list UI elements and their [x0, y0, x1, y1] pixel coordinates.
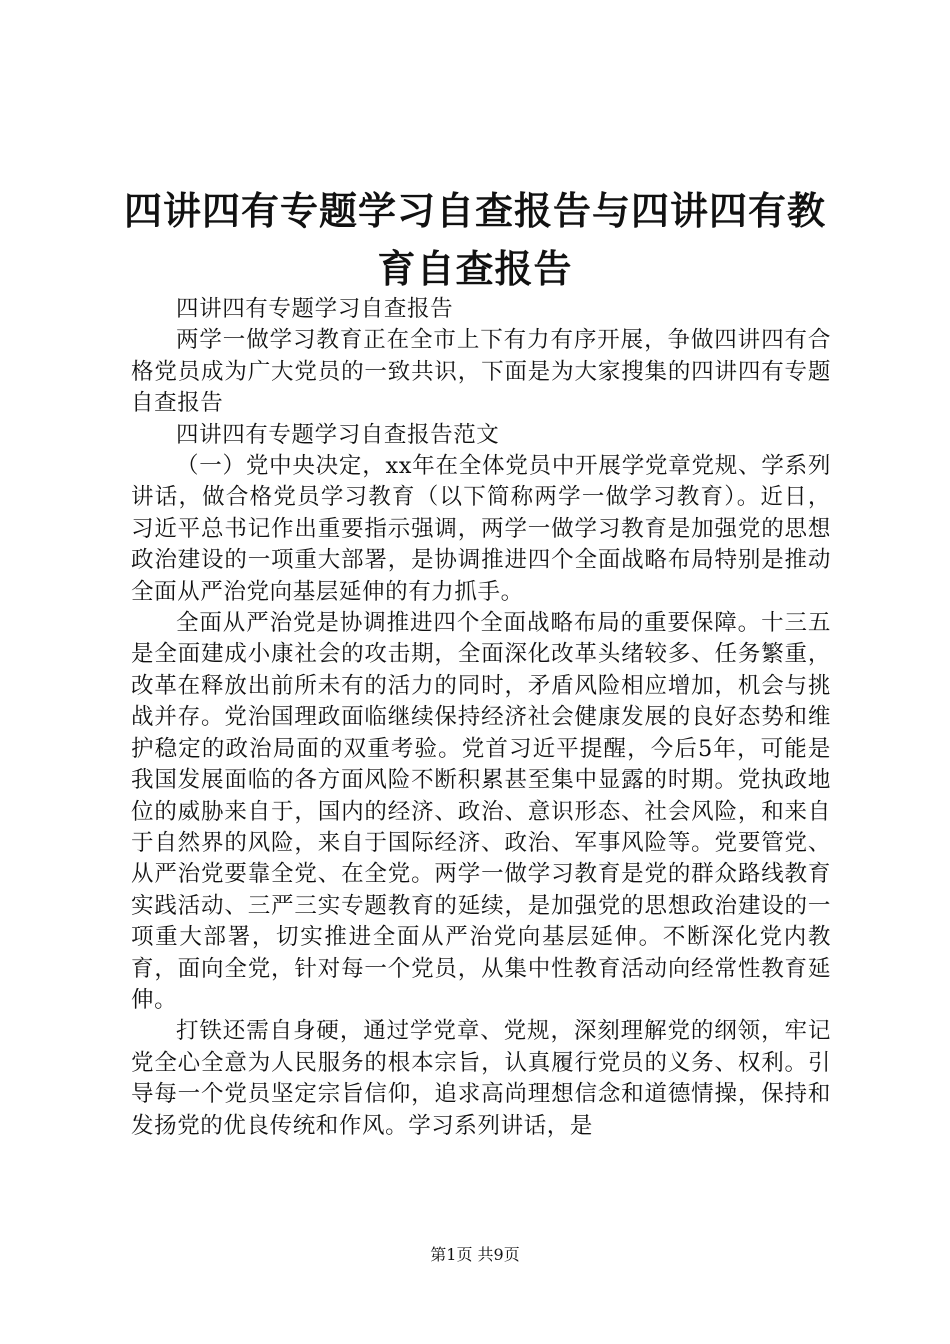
page-number-footer: 第1页 共9页	[430, 1245, 520, 1264]
body-paragraph-2: 全面从严治党是协调推进四个全面战略布局的重要保障。十三五是全面建成小康社会的攻击期，全面深化改革头绪较多、任务繁重，改革在释放出前所未有的活力的同时，矛盾风险相应增加，机会与挑战并存。党治国理政面临继续保持经济社会健康发展的良好态势和维护稳定的政治局面的双重考验。党首习近平提醒，今后5年，可能是我国发展面临的各方面风险不断积累甚至集中显露的时期。党执政地位的威胁来自于，国内的经济、政治、意识形态、社会风险，和来自于自然界的风险，来自于国际经济、政治、军事风险等。党要管党、从严治党要靠全党、在全党。两学一做学习教育是党的群众路线教育实践活动、三严三实专题教育的延续，是加强党的思想政治建设的一项重大部署，切实推进全面从严治党向基层延伸。不断深化党内教育，面向全党，针对每一个党员，从集中性教育活动向经常性教育延伸。	[131, 610, 831, 1013]
document-body	[131, 294, 831, 1142]
body-paragraph-3: 打铁还需自身硬，通过学党章、党规，深刻理解党的纲领，牢记党全心全意为人民服务的根本宗旨，认真履行党员的义务、权利。引导每一个党员坚定宗旨信仰，追求高尚理想信念和道德情操，保持和发扬党的优良传统和作风。学习系列讲话，是	[131, 1018, 831, 1139]
intro-paragraph: 两学一做学习教育正在全市上下有力有序开展，争做四讲四有合格党员成为广大党员的一致共识，下面是为大家搜集的四讲四有专题自查报告	[131, 327, 831, 417]
document-title: 四讲四有专题学习自查报告与四讲四有教育自查报告	[123, 189, 826, 291]
subtitle-paragraph: 四讲四有专题学习自查报告	[176, 296, 454, 322]
section-heading-paragraph: 四讲四有专题学习自查报告范文	[176, 421, 500, 448]
body-paragraph-1: （一）党中央决定，xx年在全体党员中开展学党章党规、学系列讲话，做合格党员学习教育（以下简称两学一做学习教育）。近日，习近平总书记作出重要指示强调，两学一做学习教育是加强党的思想政治建设的一项重大部署，是协调推进四个全面战略布局特别是推动全面从严治党向基层延伸的有力抓手。	[131, 453, 831, 605]
